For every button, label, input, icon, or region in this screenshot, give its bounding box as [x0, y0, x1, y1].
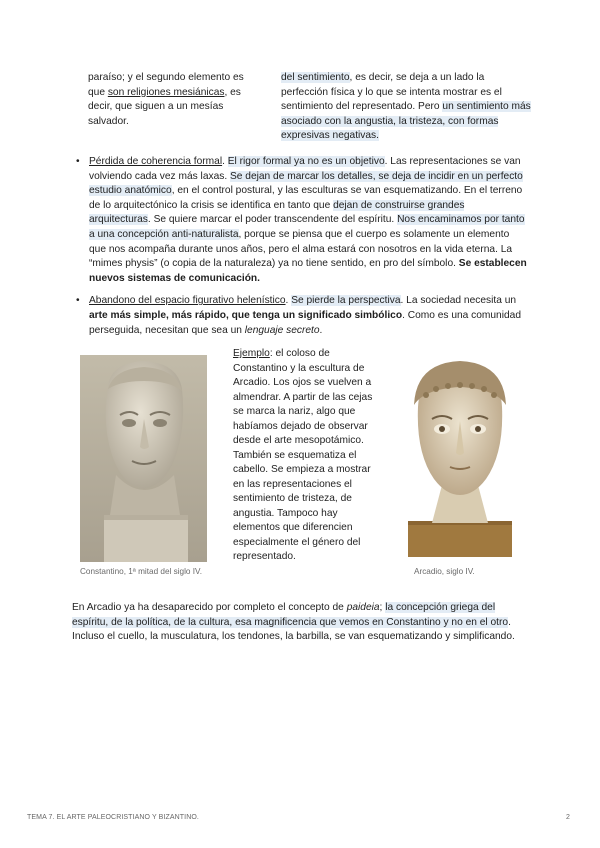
text: . La sociedad necesita un	[400, 295, 517, 307]
footer-title: TEMA 7. EL ARTE PALEOCRISTIANO Y BIZANTINO.	[27, 814, 199, 821]
italic-text: lenguaje secreto	[244, 324, 320, 336]
text: .	[222, 156, 228, 167]
constantine-head-photo	[80, 355, 207, 562]
bullet-lead: Abandono del espacio figurativo helenístico	[89, 295, 286, 307]
constantine-head-illustration	[80, 355, 207, 562]
closing-paragraph	[72, 601, 530, 645]
highlight: del sentimiento	[281, 72, 350, 83]
top-left-paragraph	[88, 71, 258, 129]
text: , porque se piensa que el cuerpo es solamente un elemento que nos acompaña durante unos años, pero el alma estará con nosotros en la vida eterna. La “mimes physis” (o copia de la naturaleza) ya no tiene sentido, en pro del símbolo.	[89, 228, 513, 270]
highlight: la concepción griega del espíritu, de la política, de la cultura, esa magnificencia que vemos en Constantino y no en el otro	[72, 602, 509, 628]
text: . Incluso el cuello, la musculatura, los tendones, la barbilla, se van esquematizando y simplificando.	[72, 616, 515, 643]
arcadio-head-illustration	[396, 355, 524, 562]
text: ;	[379, 602, 386, 613]
bullet-item-coherence	[75, 155, 527, 286]
example-label: Ejemplo	[233, 348, 270, 359]
underlined-term: son religiones mesiánicas	[107, 86, 225, 98]
bold-text: arte más simple, más rápido, que tenga un significado simbólico	[89, 309, 403, 321]
highlight: Nos encaminamos por tanto a una concepción anti-naturalista	[89, 214, 525, 240]
text: : el coloso de Constantino y la escultura de Arcadio. Los ojos se vuelven a almendrar. A partir de las cejas se marca la nariz, algo que habíamos dejado de observar desde el arte mesopotámico. También se esquematiza el cabello. Se empieza a mostrar en las representaciones el sentimiento de tristeza, de angustia. Tampoco hay elementos que diferencien especialmente el género del representado.	[233, 348, 373, 562]
arcadio-caption: Arcadio, siglo IV.	[414, 567, 475, 576]
text: , es decir, se deja a un lado la perfección física y lo que se intenta mostrar es el sentimiento del representado. Pero	[281, 72, 502, 113]
highlight: Se pierde la perspectiva	[291, 295, 401, 307]
text: . Las representaciones se van volviendo cada vez más laxas.	[89, 156, 521, 182]
highlight: Se dejan de marcar los detalles, se deja de incidir en un perfecto estudio anatómico	[89, 170, 523, 197]
text: , en el control postural, y las esculturas se van esquematizando. En el terreno de lo arquitectónico la crisis se identifica en tanto que	[89, 185, 523, 211]
bullet-dot-icon: •	[76, 295, 80, 307]
text: .	[285, 295, 292, 307]
page-number: 2	[566, 814, 570, 821]
text: , es decir, que siguen a un mesías salvador.	[88, 86, 241, 127]
text: paraíso; y el segundo elemento es que	[88, 72, 244, 98]
text: En Arcadio ya ha desaparecido por completo el concepto de	[72, 602, 347, 613]
arcadio-head-photo	[396, 355, 524, 562]
constantine-caption: Constantino, 1ª mitad del siglo IV.	[80, 567, 202, 576]
bold-text: Se establecen nuevos sistemas de comunicación.	[89, 258, 527, 284]
text: .	[319, 324, 323, 336]
highlight: un sentimiento más asociado con la angustia, la tristeza, con formas expresivas negativas.	[281, 101, 531, 142]
text: . Como es una comunidad perseguida, necesitan que sea un	[89, 309, 521, 336]
italic-text: paideia	[346, 602, 380, 613]
bullet-list	[75, 155, 527, 346]
bullet-item-space	[75, 294, 527, 338]
bullet-lead: Pérdida de coherencia formal	[89, 156, 223, 167]
highlight: El rigor formal ya no es un objetivo	[227, 156, 385, 167]
bullet-dot-icon: •	[76, 156, 80, 167]
example-paragraph	[233, 347, 373, 565]
text: . Se quiere marcar el poder transcendente del espíritu.	[147, 214, 398, 226]
top-right-paragraph	[281, 71, 531, 144]
highlight: dejan de construirse grandes arquitecturas	[89, 199, 465, 226]
